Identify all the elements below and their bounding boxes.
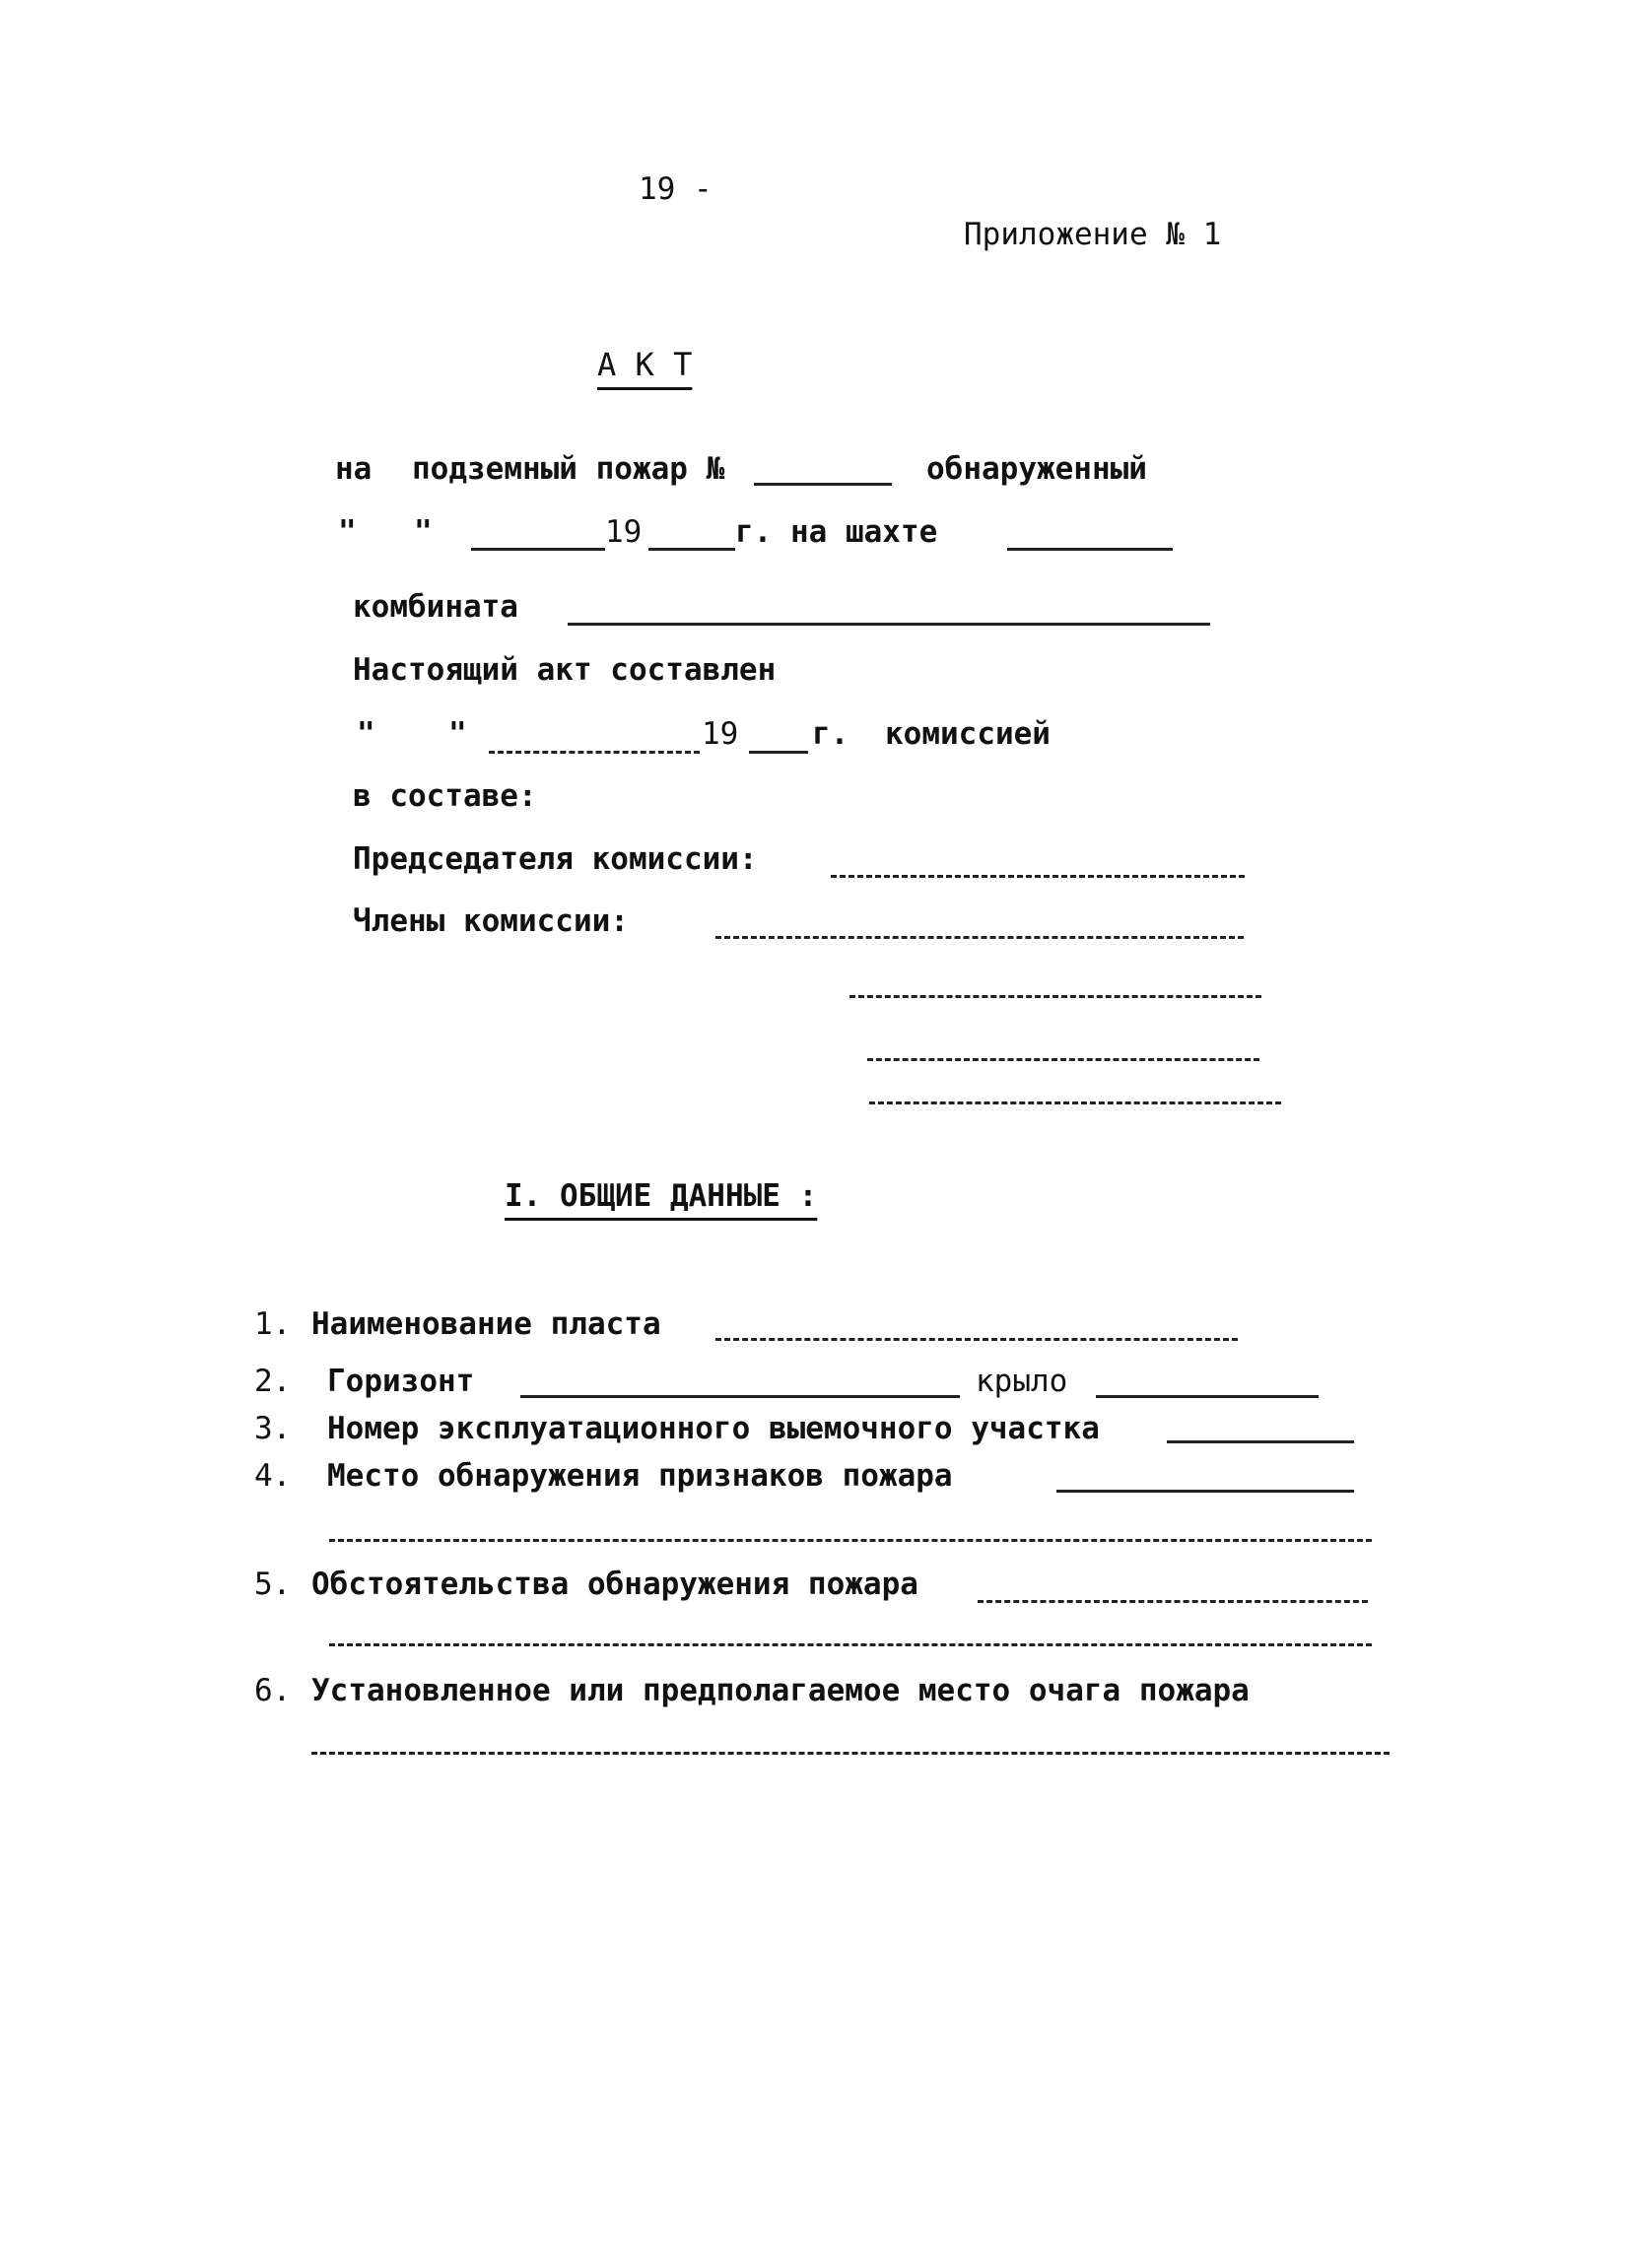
quote-close: " (414, 514, 433, 550)
item-4-label: Место обнаружения признаков пожара (327, 1458, 953, 1494)
item-3-number: 3. (254, 1411, 292, 1446)
members-blank-4 (869, 1101, 1281, 1104)
item-5-label: Обстоятельства обнаружения пожара (311, 1567, 918, 1602)
item-6-label: Установленное или предполагаемое место очага пожара (311, 1673, 1250, 1708)
intro-na: на (335, 451, 373, 487)
item-5-number: 5. (254, 1567, 292, 1602)
item-5-blank-2 (329, 1643, 1372, 1646)
intro-fire-label: подземный пожар № (412, 451, 725, 487)
intro-detected-label: обнаруженный (926, 451, 1147, 487)
date-blank (471, 548, 605, 551)
year-blank (648, 548, 735, 551)
year-prefix: 19 (605, 514, 643, 550)
quote-close-2: " (448, 716, 467, 752)
members-blank-2 (849, 995, 1261, 998)
item-4-blank-2 (329, 1539, 1372, 1542)
document-title: А К Т (597, 346, 693, 383)
members-label: Члены комиссии: (353, 903, 629, 939)
item-2-blank-2 (1096, 1395, 1319, 1398)
chairman-label: Председателя комиссии: (353, 841, 758, 877)
combinat-label: комбината (353, 589, 518, 625)
appendix-label: Приложение № 1 (964, 217, 1222, 252)
page-number: 19 - (639, 171, 713, 207)
item-2-label2: крыло (976, 1364, 1068, 1399)
item-4-number: 4. (254, 1458, 292, 1494)
item-4-blank (1056, 1490, 1354, 1493)
item-2-label: Горизонт (327, 1364, 475, 1399)
mine-label: г. на шахте (735, 514, 938, 550)
composition-label: в составе: (353, 778, 537, 814)
members-blank-3 (867, 1058, 1259, 1061)
mine-blank (1007, 548, 1173, 551)
item-1-number: 1. (254, 1306, 292, 1342)
quote-open: " (338, 514, 357, 550)
section-title: I. ОБЩИЕ ДАННЫЕ : (505, 1178, 818, 1214)
year-g: г. (812, 716, 849, 752)
date-blank-2 (489, 751, 700, 754)
year-prefix-2: 19 (702, 716, 739, 752)
item-5-blank (978, 1600, 1368, 1603)
commission-label: комиссией (885, 716, 1051, 752)
item-6-blank (311, 1752, 1390, 1755)
chairman-blank (831, 875, 1245, 878)
members-blank-1 (715, 936, 1244, 939)
item-2-blank (520, 1395, 960, 1398)
item-2-number: 2. (254, 1364, 292, 1399)
item-3-blank (1167, 1440, 1354, 1443)
combinat-blank (568, 623, 1210, 626)
item-1-blank (715, 1338, 1238, 1341)
fire-number-blank (754, 483, 892, 486)
year-blank-2 (749, 751, 808, 754)
item-3-label: Номер эксплуатационного выемочного участка (327, 1411, 1100, 1446)
act-composed-label: Настоящий акт составлен (353, 652, 777, 688)
item-6-number: 6. (254, 1673, 292, 1708)
quote-open-2: " (357, 716, 375, 752)
item-1-label: Наименование пласта (311, 1306, 661, 1342)
